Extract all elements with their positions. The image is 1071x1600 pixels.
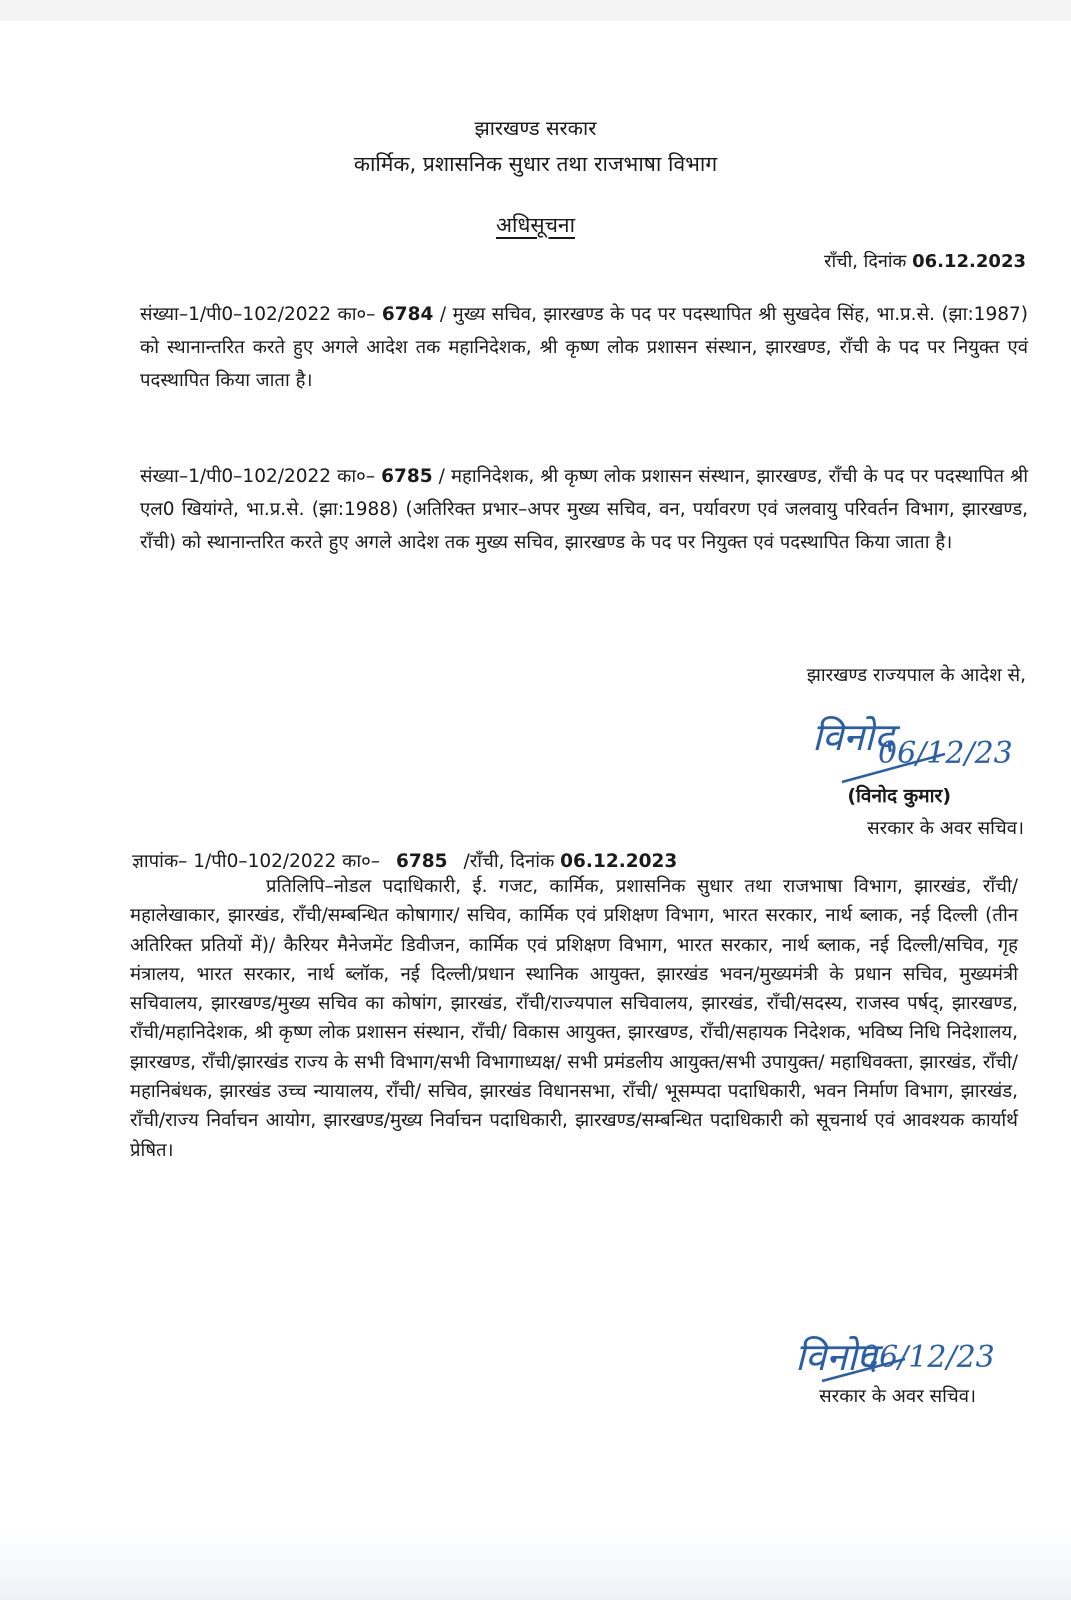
signatory-name: (विनोद कुमार) xyxy=(847,785,951,807)
government-heading: झारखण्ड सरकार xyxy=(474,116,597,140)
reference-number: 6784 xyxy=(381,304,434,325)
signature-1-scribble: विनोद xyxy=(812,715,895,759)
memo-prefix: ज्ञापांक– 1/पी0–102/2022 का०– xyxy=(132,851,380,872)
signature-2-scribble: विनोद xyxy=(795,1335,878,1379)
document-title: अधिसूचना xyxy=(495,213,576,237)
notification-date xyxy=(824,249,1026,273)
authority-line: झारखण्ड राज्यपाल के आदेश से, xyxy=(806,665,1026,686)
notification-paragraph-1 xyxy=(140,298,1028,397)
top-margin-band xyxy=(0,0,1071,21)
signature-2-date: 06/12/23 xyxy=(860,1340,995,1375)
place-date-label: राँची, दिनांक xyxy=(824,251,907,272)
memo-reference-line xyxy=(132,848,677,873)
reference-number: 6785 xyxy=(381,466,433,487)
signatory-designation: सरकार के अवर सचिव। xyxy=(867,818,1024,839)
department-heading: कार्मिक, प्रशासनिक सुधार तथा राजभाषा विभाग xyxy=(353,152,718,176)
signature-1-date: 06/12/23 xyxy=(878,736,1013,771)
copy-distribution-list: प्रतिलिपि–नोडल पदाधिकारी, ई. गजट, कार्मिक, प्रशासनिक सुधार तथा राजभाषा विभाग, झारखंड, राँची/महालेखाकार, झारखंड, राँची/सम्बन्धित कोषागार/ सचिव, कार्मिक एवं प्रशिक्षण विभाग, भारत सरकार, नार्थ ब्लाक, नई दिल्ली (तीन अतिरिक्त प्रतियों में)/ कैरियर मैनेजमेंट डिवीजन, कार्मिक एवं प्रशिक्षण विभाग, भारत सरकार, नार्थ ब्लाक, नई दिल्ली/सचिव, गृह मंत्रालय, भारत सरकार, नार्थ ब्लॉक, नई दिल्ली/प्रधान स्थानिक आयुक्त, झारखंड भवन/मुख्यमंत्री के प्रधान सचिव, मुख्यमंत्री सचिवालय, झारखण्ड/मुख्य सचिव का कोषांग, झारखंड, राँची/राज्यपाल सचिवालय, झारखंड, राँची/सदस्य, राजस्व पर्षद्, झारखण्ड, राँची/महानिदेशक, श्री कृष्ण लोक प्रशासन संस्थान, राँची/ विकास आयुक्त, झारखण्ड, राँची/सहायक निदेशक, भविष्य निधि निदेशालय, झारखण्ड, राँची/झारखंड राज्य के सभी विभाग/सभी विभागाध्यक्ष/ सभी प्रमंडलीय आयुक्त/सभी उपायुक्त/ महाधिवक्ता, झारखंड, राँची/महानिबंधक, झारखंड उच्च न्यायालय, राँची/ सचिव, झारखंड विधानसभा, राँची/ भूसम्पदा पदाधिकारी, भवन निर्माण विभाग, झारखंड, राँची/राज्य निर्वाचन आयोग, झारखण्ड/मुख्य निर्वाचन पदाधिकारी, झारखण्ड/सम्बन्धित पदाधिकारी को सूचनार्थ एवं आवश्यक कार्यार्थ प्रेषित। xyxy=(130,876,1018,1161)
memo-number: 6785 xyxy=(396,851,448,872)
memo-date: 06.12.2023 xyxy=(560,851,678,872)
notification-paragraph-2 xyxy=(140,460,1028,559)
reference-prefix: संख्या–1/पी0–102/2022 का०– xyxy=(140,304,376,325)
signatory-designation-2: सरकार के अवर सचिव। xyxy=(819,1386,976,1407)
memo-suffix: /राँची, दिनांक xyxy=(463,851,555,872)
notification-text: / महानिदेशक, श्री कृष्ण लोक प्रशासन संस्थान, झारखण्ड, राँची के पद पर पदस्थापित श्री एल0 खियांग्ते, भा.प्र.से. (झा:1988) (अतिरिक्त प्रभार–अपर मुख्य सचिव, वन, पर्यावरण एवं जलवायु परिवर्तन विभाग, झारखण्ड, राँची) को स्थानान्तरित करते हुए अगले आदेश तक मुख्य सचिव, झारखण्ड के पद पर नियुक्त एवं पदस्थापित किया जाता है। xyxy=(140,466,1028,553)
notification-text: / मुख्य सचिव, झारखण्ड के पद पर पदस्थापित श्री सुखदेव सिंह, भा.प्र.से. (झा:1987) को स्थानान्तरित करते हुए अगले आदेश तक महानिदेशक, श्री कृष्ण लोक प्रशासन संस्थान, झारखण्ड, राँची के पद पर नियुक्त एवं पदस्थापित किया जाता है। xyxy=(140,304,1028,391)
reference-prefix: संख्या–1/पी0–102/2022 का०– xyxy=(140,466,375,487)
date-value: 06.12.2023 xyxy=(912,251,1026,272)
bottom-paper-shadow xyxy=(0,1530,1071,1600)
